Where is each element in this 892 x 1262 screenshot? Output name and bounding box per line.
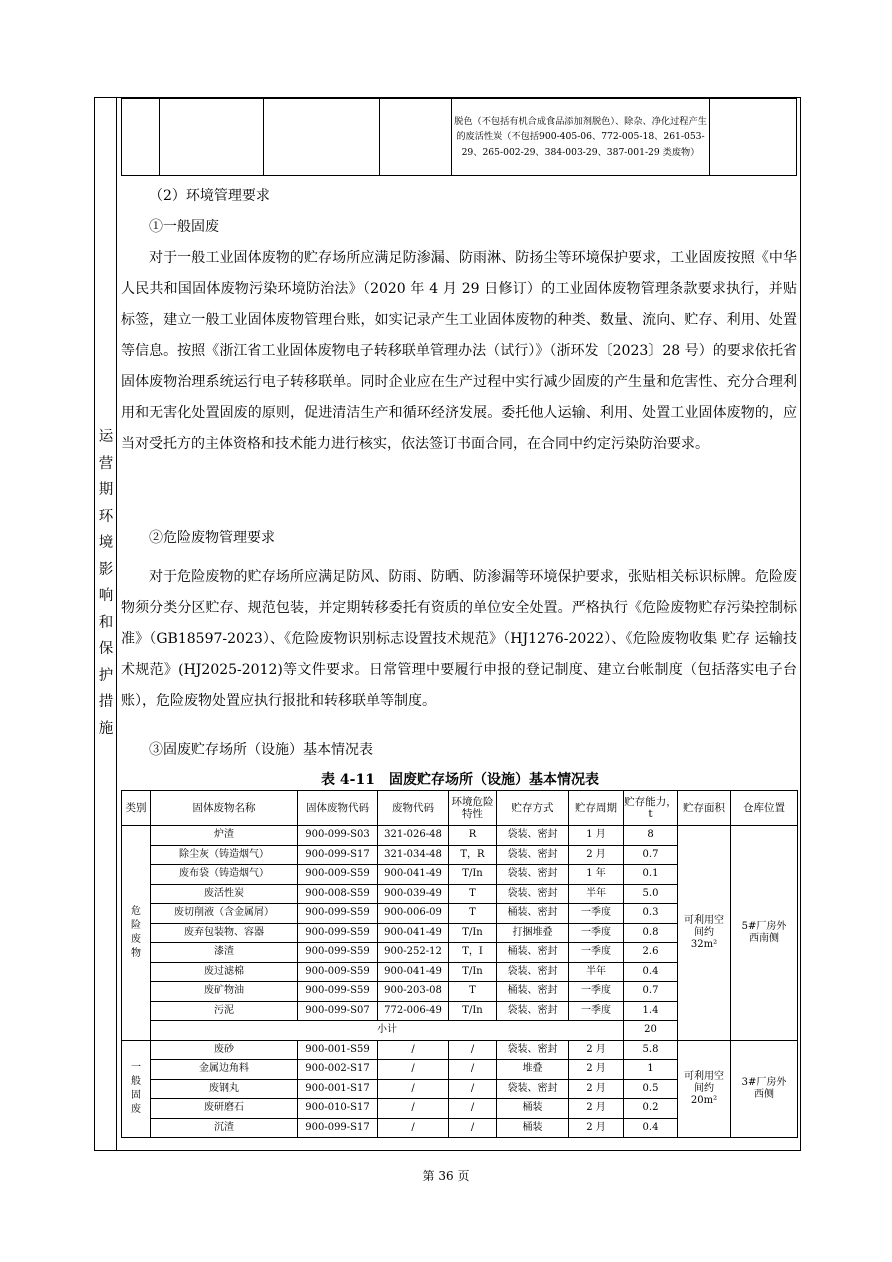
table-cell: 袋装、密封 [497,1079,569,1099]
side-char: 响 [98,588,114,604]
table-cell: T，R [449,845,497,865]
table-cell: 桶装、密封 [497,982,569,1002]
side-char: 境 [98,535,114,551]
table-cell: 炉渣 [151,826,298,846]
table-cell: / [449,1040,497,1060]
header-cell: 类别 [122,791,151,826]
table-cell: 900-099-S03 [298,826,378,846]
subtotal-label: 小计 [151,1021,624,1041]
table-cell: 321-026-48 [378,826,449,846]
table-cell: 一季度 [569,904,624,924]
table-cell: 900-099-S59 [298,923,378,943]
table-cell: 900-099-S59 [298,943,378,963]
table-cell: 袋装、密封 [497,845,569,865]
table-cell: 桶装、密封 [497,904,569,924]
side-char: 运 [98,429,114,445]
header-cell: 固体废物名称 [151,791,298,826]
table-cell: 堆叠 [497,1060,569,1080]
category-char: 危 [131,905,141,917]
category-char: 固 [131,1089,141,1101]
table-cell: T [449,884,497,904]
page-number: 第 36 页 [422,1169,470,1183]
table-cell: 2 月 [569,1060,624,1080]
table-cell: 废过滤棉 [151,962,298,982]
table-cell: 废布袋（铸造烟气） [151,865,298,885]
table-cell: T/In [449,865,497,885]
table-cell: 废研磨石 [151,1099,298,1119]
table-cell: / [378,1079,449,1099]
table-cell: 900-041-49 [378,962,449,982]
table-cell: 0.4 [624,1118,678,1138]
table-cell: 5.0 [624,884,678,904]
table-cell: 900-001-S59 [298,1040,378,1060]
side-char: 保 [98,641,114,657]
table-cell: 袋装、密封 [497,962,569,982]
table-cell: / [449,1060,497,1080]
header-cell: 贮存周期 [569,791,624,826]
header-cell: 废物代码 [378,791,449,826]
header-cell: 固体废物代码 [298,791,378,826]
table-cell: 除尘灰（铸造烟气） [151,845,298,865]
table-cell: 900-008-S59 [298,884,378,904]
storage-location-cell: 5#厂房外西南侧 [731,826,798,1041]
side-char: 环 [98,508,114,525]
table-cell: 900-006-09 [378,904,449,924]
table-caption: 表 4-11 固废贮存场所（设施）基本情况表 [321,772,599,788]
header-cell: 贮存方式 [497,791,569,826]
table-cell: 污泥 [151,1001,298,1021]
table-cell: / [378,1040,449,1060]
category-char: 废 [131,933,141,945]
table-cell: 900-099-S59 [298,982,378,1002]
category-char: 一 [131,1061,141,1073]
table-cell: 0.7 [624,845,678,865]
table-cell: 772-006-49 [378,1001,449,1021]
table-cell: 1 [624,1060,678,1080]
table-cell: 半年 [569,884,624,904]
table-cell: 沉渣 [151,1118,298,1138]
side-char: 措 [98,694,114,710]
header-cell: 贮存面积 [678,791,731,826]
table-cell: 2 月 [569,1040,624,1060]
table-cell: T/In [449,1001,497,1021]
page-frame [94,97,801,1151]
table-cell: 0.7 [624,982,678,1002]
table-cell-description: 脱色（不包括有机合成食品添加剂脱色）、除杂、净化过程产生的废活性炭（不包括900-405-06、772-005-18、261-053-29、265-002-29、384-003-29、387-001-29 类废物） [452,99,710,176]
side-char: 护 [98,667,114,684]
subsection-title-storage: ③固废贮存场所（设施）基本情况表 [149,742,373,758]
table-cell: 一季度 [569,1001,624,1021]
table-cell: 废弃包装物、容器 [151,923,298,943]
table-cell: T [449,904,497,924]
table-cell: 废砂 [151,1040,298,1060]
table-cell: 半年 [569,962,624,982]
header-cell: 贮存能力，t [624,791,678,826]
table-cell: 900-009-S59 [298,865,378,885]
category-char: 险 [131,919,141,931]
table-cell: 一季度 [569,923,624,943]
category-char: 废 [131,1103,141,1115]
side-char: 营 [98,455,114,472]
table-cell: / [378,1118,449,1138]
paragraph-hazardous-waste: 对于危险废物的贮存场所应满足防风、防雨、防晒、防渗漏等环境保护要求，张贴相关标识标牌。危险废物须分类分区贮存、规范包装，并定期转移委托有资质的单位安全处置。严格执行《危险废物贮存污染控制标准》（GB18597-2023）、《危险废物识别标志设置技术规范》（HJ1276-2022）、《危险废物收集 贮存 运输技术规范》(HJ2025-2012)等文件要求。日常管理中要履行申报的登记制度、建立台帐制度（包括落实电子台账），危险废物处置应执行报批和转移联单等制度。 [121,569,797,709]
table-cell: 一季度 [569,982,624,1002]
table-cell: 袋装、密封 [497,865,569,885]
side-char: 施 [98,720,114,737]
table-row [122,1040,798,1060]
table-cell: 321-034-48 [378,845,449,865]
table-cell: 桶装 [497,1099,569,1119]
table-cell: T/In [449,923,497,943]
table-cell: 0.2 [624,1099,678,1119]
table-cell: 废矿物油 [151,982,298,1002]
table-cell: 0.5 [624,1079,678,1099]
side-char: 影 [98,561,114,578]
side-column [95,98,117,1150]
table-cell: 桶装 [497,1118,569,1138]
table-cell: 900-039-49 [378,884,449,904]
table-cell: 袋装、密封 [497,1001,569,1021]
table-cell: 900-099-S59 [298,904,378,924]
section-title: （2）环境管理要求 [149,188,270,204]
table-cell: 废钢丸 [151,1079,298,1099]
table-cell: T [449,982,497,1002]
table-cell: 900-099-S17 [298,845,378,865]
table-cell: 2 月 [569,1118,624,1138]
table-cell: 1 月 [569,826,624,846]
side-label [95,424,117,742]
table-cell: T/In [449,962,497,982]
table-cell: 900-009-S59 [298,962,378,982]
table-cell: 打捆堆叠 [497,923,569,943]
subtotal-value: 20 [624,1021,678,1041]
table-cell: 袋装、密封 [497,826,569,846]
header-cell: 环境危险特性 [449,791,497,826]
table-cell: 900-002-S17 [298,1060,378,1080]
storage-area-cell: 可利用空间约20m² [678,1040,731,1138]
category-cell [122,1040,151,1138]
paragraph-general-waste: 对于一般工业固体废物的贮存场所应满足防渗漏、防雨淋、防扬尘等环境保护要求，工业固废按照《中华人民共和国固体废物污染环境防治法》（2020 年 4 月 29 日修订）的工业固体废物管理条款要求执行，并贴标签，建立一般工业固体废物管理台账，如实记录产生工业固体废物的种类、数量、流向、贮存、利用、处置等信息。按照《浙江省工业固体废物电子转移联单管理办法（试行）》（浙环发〔2023〕28 号）的要求依托省固体废物治理系统运行电子转移联单。同时企业应在生产过程中实行减少固废的产生量和危害性、充分合理利用和无害化处置固废的原则，促进清洁生产和循环经济发展。委托他人运输、利用、处置工业固体废物的，应当对受托方的主体资格和技术能力进行核实，依法签订书面合同，在合同中约定污染防治要求。 [121,250,797,452]
table-cell: 2.6 [624,943,678,963]
table-cell: / [378,1099,449,1119]
table-cell: / [449,1099,497,1119]
table-cell: 袋装、密封 [497,884,569,904]
continued-table-fragment [121,98,797,176]
table-cell: / [449,1118,497,1138]
table-cell: 2 月 [569,1099,624,1119]
subsection-title-general: ①一般固废 [149,219,219,235]
category-cell [122,826,151,1041]
table-cell: 袋装、密封 [497,1040,569,1060]
table-cell: 0.1 [624,865,678,885]
table-cell: 桶装、密封 [497,943,569,963]
storage-area-cell: 可利用空间约32m² [678,826,731,1041]
table-cell: 2 月 [569,1079,624,1099]
table-cell: 900-010-S17 [298,1099,378,1119]
table-cell: 金属边角料 [151,1060,298,1080]
header-cell: 仓库位置 [731,791,798,826]
storage-location-cell: 3#厂房外西侧 [731,1040,798,1138]
table-cell: 900-099-S07 [298,1001,378,1021]
side-char: 和 [98,614,114,631]
table-cell: T，I [449,943,497,963]
table-cell: 1 年 [569,865,624,885]
table-cell: 0.8 [624,923,678,943]
table-cell: 900-099-S17 [298,1118,378,1138]
table-cell: 废活性炭 [151,884,298,904]
table-cell: 900-252-12 [378,943,449,963]
table-cell: 900-041-49 [378,865,449,885]
table-cell: / [449,1079,497,1099]
table-header-row [122,791,798,826]
category-char: 般 [131,1075,141,1087]
table-row [122,826,798,846]
table-cell: R [449,826,497,846]
category-char: 物 [131,947,141,959]
side-char: 期 [98,482,114,498]
table-cell: 8 [624,826,678,846]
table-cell: 900-041-49 [378,923,449,943]
storage-table [121,790,798,1138]
table-cell: 一季度 [569,943,624,963]
table-cell: 废切削液（含金属屑） [151,904,298,924]
table-cell: 0.4 [624,962,678,982]
table-cell: 900-203-08 [378,982,449,1002]
table-cell: 2 月 [569,845,624,865]
subsection-title-hazardous: ②危险废物管理要求 [149,530,275,546]
content-area [117,98,800,1150]
table-cell: 5.8 [624,1040,678,1060]
table-cell: 900-001-S17 [298,1079,378,1099]
table-cell: 0.3 [624,904,678,924]
table-cell: / [378,1060,449,1080]
table-cell: 漆渣 [151,943,298,963]
table-cell: 1.4 [624,1001,678,1021]
